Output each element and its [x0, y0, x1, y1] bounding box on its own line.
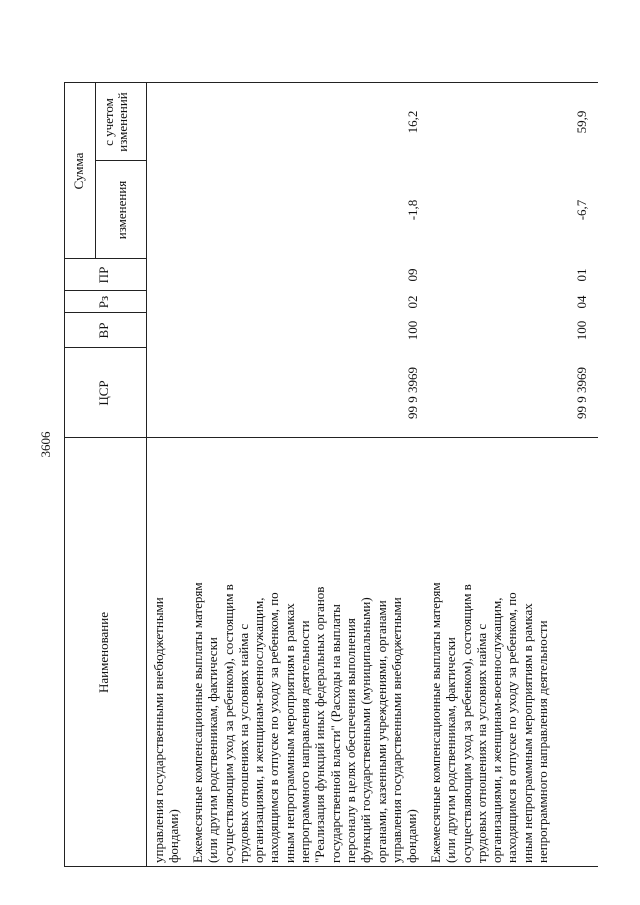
text-line: трудовых отношениях на условиях найма с — [235, 623, 251, 863]
row-2-total: 59,9 — [574, 110, 589, 134]
row-1-change: -1,8 — [405, 199, 420, 221]
sum-header-divider — [95, 83, 96, 259]
text-line: находящимся в отпуске по уходу за ребенком, по — [504, 592, 520, 863]
row-1-name — [190, 445, 419, 863]
text-line: иным непрограммным мероприятиям в рамках — [519, 603, 535, 863]
header-csr: ЦСР — [96, 380, 111, 406]
text-line: непрограммного направления деятельности — [535, 620, 551, 863]
row-2-change: -6,7 — [574, 199, 589, 221]
header-rz: Рз — [96, 295, 111, 309]
header-pr: ПР — [96, 266, 111, 284]
header-name: Наименование — [96, 612, 111, 693]
table-top-border — [64, 83, 65, 867]
header-bottom-border — [146, 83, 147, 867]
row-1-total: 16,2 — [405, 110, 420, 134]
text-line: осуществляющим уход за ребенком), состоящим в — [220, 584, 236, 863]
header-vr: ВР — [96, 322, 111, 339]
header-change: изменения — [114, 180, 129, 240]
header-sum: Сумма — [71, 152, 86, 190]
text-line: персоналу в целях обеспечения выполнения — [342, 618, 358, 863]
row-2-csr: 99 9 3969 — [574, 367, 589, 419]
row-2-pr: 01 — [574, 268, 589, 282]
header-with-changes: с учетом изменений — [101, 92, 130, 152]
text-line: "Реализация функций иных федеральных органов — [312, 586, 328, 863]
row-1-csr: 99 9 3969 — [405, 367, 420, 419]
row-2-vr: 100 — [574, 320, 589, 341]
name-column-border — [64, 437, 598, 438]
row-1-vr: 100 — [405, 320, 420, 341]
text-line: трудовых отношениях на условиях найма с — [473, 623, 489, 863]
text-line: (или другим родственникам, фактически — [205, 637, 221, 863]
row-2-rz: 04 — [574, 295, 589, 309]
page-number: 3606 — [38, 431, 53, 458]
text-line: органами, казенными учреждениями, органами — [373, 600, 389, 863]
text-line: управления государственными внебюджетными — [388, 597, 404, 863]
text-line: осуществляющим уход за ребенком), состоящим в — [458, 584, 474, 863]
table-left-border — [64, 866, 598, 867]
row-1-rz: 02 — [405, 295, 420, 309]
text-line: находящимся в отпуске по уходу за ребенком, по — [266, 592, 282, 863]
text-line: фондами) — [404, 809, 420, 863]
row-2-name — [428, 445, 550, 863]
text-line: иным непрограммным мероприятиям в рамках — [281, 603, 297, 863]
text-line: Ежемесячные компенсационные выплаты матерям — [428, 582, 443, 863]
text-line: (или другим родственникам, фактически — [443, 637, 459, 863]
text-line: управления государственными внебюджетными — [151, 597, 166, 863]
row-0-name — [151, 445, 182, 863]
text-line: организациями, и женщинам-военнослужащим, — [251, 597, 267, 863]
text-line: организациями, и женщинам-военнослужащим, — [489, 597, 505, 863]
text-line: непрограммного направления деятельности — [297, 620, 313, 863]
table-right-border — [64, 82, 598, 83]
rotated-page — [38, 22, 598, 867]
text-line: Ежемесячные компенсационные выплаты матерям — [190, 582, 205, 863]
row-1-pr: 09 — [405, 268, 420, 282]
text-line: фондами) — [166, 809, 182, 863]
text-line: государственной власти" (Расходы на выплаты — [327, 604, 343, 863]
text-line: функций государственными (муниципальными) — [358, 597, 374, 863]
